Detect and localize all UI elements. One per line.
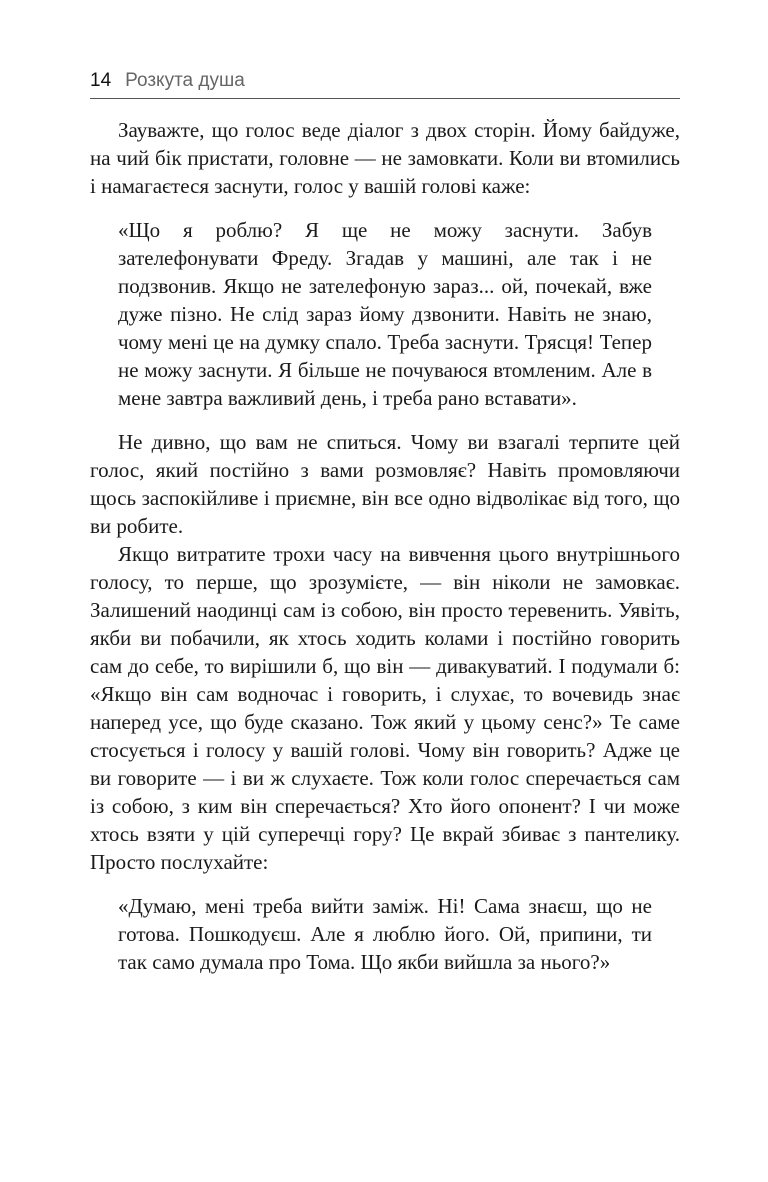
block-quote: «Думаю, мені треба вийти заміж. Ні! Сама знаєш, що не готова. Пошкодуєш. Але я люблю його. Ой, припини, ти так само думала про Тома. Що якби вийшла за нього?»	[118, 894, 652, 974]
running-title: Розкута душа	[125, 70, 245, 91]
paragraph: Якщо витратите трохи часу на вивчення цього внутрішнього голосу, то перше, що зрозумієте, — він ніколи не замовкає. Залишений наодинці сам із собою, він просто теревенить. Уявіть, якби ви побачили, як хтось ходить колами і постійно говорить сам до себе, то вирішили б, що він — дивакуватий. І подумали б: «Якщо він сам водночас і говорить, і слухає, то вочевидь знає наперед усе, що буде сказано. Тож який у цьому сенс?» Те саме стосується і голосу у вашій голові. Чому він говорить? Адже це ви говорите — і ви ж слухаєте. Тож коли голос сперечається сам із собою, з ким він сперечається? Хто його опонент? І чи може хтось взяти у цій суперечці гору? Це вкрай збиває з пантелику. Просто послухайте:	[90, 542, 680, 874]
block-quote: «Що я роблю? Я ще не можу заснути. Забув зателефонувати Фреду. Згадав у машині, але так і не подзвонив. Якщо не зателефоную зараз... ой, почекай, вже дуже пізно. Не слід зараз йому дзвонити. Навіть не знаю, чому мені це на думку спало. Треба заснути. Трясця! Тепер не можу заснути. Я більше не почуваюся втомленим. Але в мене завтра важливий день, і треба рано вставати».	[118, 218, 652, 410]
paragraph: Не дивно, що вам не спиться. Чому ви взагалі терпите цей голос, який постійно з вами розмовляє? Навіть промовляючи щось заспокійливе і приємне, він все одно відволікає від того, що ви робите.	[90, 430, 680, 538]
paragraph: Зауважте, що голос веде діалог з двох сторін. Йому байдуже, на чий бік пристати, головне — не замовкати. Коли ви втомились і намагаєтеся заснути, голос у вашій голові каже:	[90, 118, 680, 198]
page-body	[90, 116, 680, 976]
page-number: 14	[90, 70, 112, 91]
running-header	[90, 68, 680, 99]
